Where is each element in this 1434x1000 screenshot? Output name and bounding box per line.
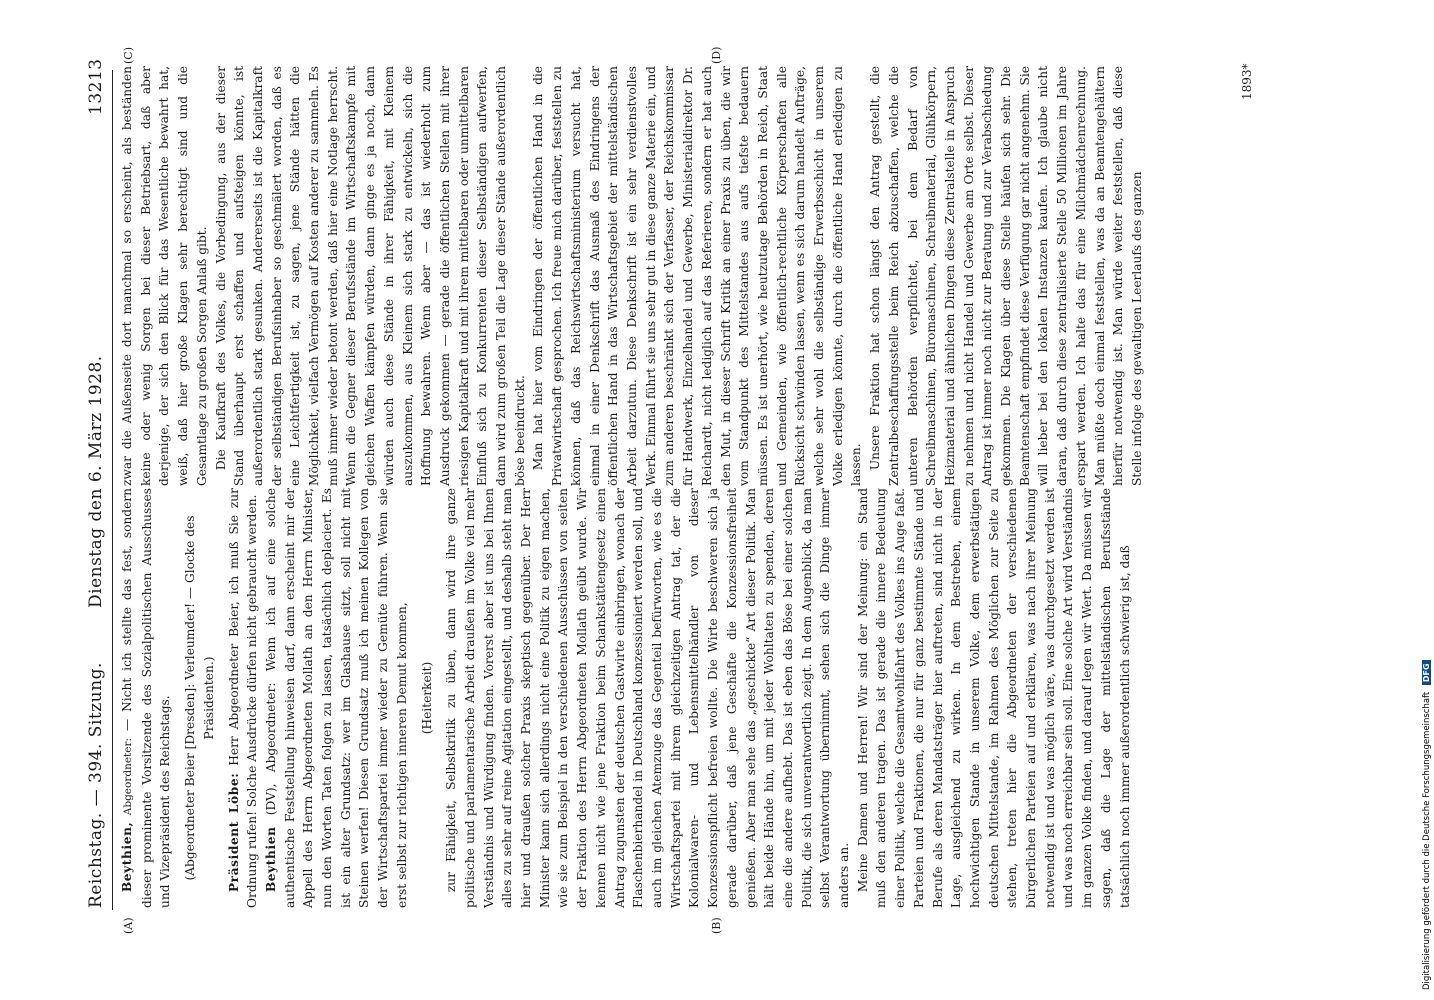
paragraph	[262, 488, 412, 908]
paragraph	[225, 488, 262, 908]
margin-marker-b: (B)	[710, 917, 723, 934]
header-page-number: 13213	[86, 58, 106, 115]
right-column	[118, 66, 1144, 486]
page-footer-code: 1893*	[1240, 63, 1254, 100]
credit-text: Digitalisierung gefördert durch die Deutsche Forschungsgemeinschaft	[1422, 691, 1432, 990]
digitization-credit	[1422, 10, 1434, 1000]
page-header	[86, 0, 112, 1000]
header-session: Reichstag. — 394. Sitzung.	[86, 662, 106, 908]
paragraph-text: Herr Abgeordneter Beier, ich muß Sie zur Ordnung rufen! Solche Ausdrücke dürfen nicht gebraucht werden.	[226, 488, 260, 908]
paragraph	[854, 488, 1135, 908]
paragraph-text: Unsere Fraktion hat schon längst den Antrag gestellt, die Zentralbeschaffungsstelle beim Reich abzuschaffen, welche die unteren Behörden verpflichtet, bei dem Bedarf von Schreibmaschinen, Büromaschinen, Schreibmaterial, Glühkörpern, Heizmaterial und ähnlichen Dingen diese Zentralstelle in Anspruch zu nehmen und nicht Handel und Gewerbe am Orte selbst. Dieser Antrag ist immer noch nicht zur Beratung und zur Verabschiedung gekommen. Die Klagen über diese Stelle häufen sich sehr. Die Beamtenschaft empfindet diese Verfügung gar nicht angenehm. Sie will lieber bei den lokalen Instanzen kaufen. Ich glaube nicht daran, daß durch diese zentralisierte Stelle 50 Millionen im Jahre erspart werden. Ich halte das für eine Milchmädchenrechnung. Man müßte doch einmal feststellen, was da an Beamtengehältern hierfür notwendig ist. Man würde weiter feststellen, daß diese Stelle infolge des gewaltigen Leerlaufs des ganzen	[868, 66, 1144, 486]
paragraph	[118, 66, 212, 486]
paragraph	[866, 66, 1147, 486]
margin-marker-d: (D)	[710, 46, 723, 64]
paragraph-text: (DV), Abgeordneter: Wenn ich auf eine solche authentische Feststellung hinweisen darf, dann erscheint mir der Appell des Herrn Abgeordneten Mollath an den Herrn Minister, nun den Worten Taten folgen zu lassen, tatsächlich deplaciert. Es ist ein alter Grundsatz: wer im Glashause sitzt, soll nicht mit Steinen werfen! Diesen Grundsatz muß ich meinen Kollegen von der Wirtschaftspartei immer wieder zu Gemüte führen. Wenn sie erst selbst zur richtigen inneren Demut kommen,	[263, 488, 409, 908]
paragraph-text: Die Kaufkraft des Volkes, die Vorbedingung, aus der dieser Stand überhaupt erst schaffen und aufsteigen könnte, ist außerordentlich stark gesunken. Andererseits ist die Kapitalkraft der selbständigen Berufsinhaber so geschmälert worden, daß es eine Leichtfertigkeit ist, zu sagen, jene Stände hätten die Möglichkeit, vielfach Vermögen auf Kosten anderer zu sammeln. Es muß immer wieder betont werden, daß hier eine Notlage herrscht. Wenn die Gegner dieser Berufsstände im Wirtschaftskampfe mit gleichen Waffen kämpfen würden, dann ginge es ja noch, dann würden auch diese Stände in ihrer Fähigkeit, mit Kleinem auszukommen, aus Kleinem sich stark zu entwickeln, sich die Hoffnung bewahren. Wenn aber — das ist wiederholt zum Ausdruck gekommen — gerade die öffentlichen Stellen mit ihrer riesigen Kapitalkraft und mit ihrem mittelbaren oder unmittelbaren Einfluß sich zu Konkurrenten dieser Selbständigen aufwerfen, dann wird zum großen Teil die Lage dieser Stände außerordentlich böse beeindruckt.	[213, 66, 527, 486]
header-date: Dienstag den 6. März 1928.	[86, 355, 106, 608]
speaker-note: Abgeordneter:	[122, 737, 134, 822]
margin-marker-a: (A)	[122, 917, 135, 934]
paragraph-text: Meine Damen und Herren! Wir sind der Meinung: ein Stand muß den anderen tragen. Das ist gerade die innere Bedeutung einer Politik, welche die Gesamtwohlfahrt des Volkes ins Auge faßt. Parteien und Fraktionen, die nur für ganz bestimmte Stände und Berufe als deren Mandatsträger hier auftreten, sind nicht in der Lage, ausgleichend zu wirken. In dem Bestreben, einem hochwichtigen Stande in unserem Volke, dem erwerbstätigen deutschen Mittelstande, im Rahmen des Möglichen zur Seite zu stehen, treten hier die Abgeordneten der verschiedenen bürgerlichen Parteien auf und erklären, was nach ihrer Meinung notwendig ist und was möglich wäre, was durchgesetzt werden ist und was noch erreichbar sein soll. Eine solche Art wird Verständnis im ganzen Volke finden, und darauf legen wir Wert. Da müssen wir sagen, daß die Lage der mittelständischen Berufsstände tatsächlich noch immer außerordentlich schwierig ist, daß	[855, 488, 1132, 908]
paragraph	[212, 66, 530, 486]
speaker-name: Präsident Löbe:	[226, 772, 241, 893]
stage-direction: (Abgeordneter Beier [Dresden]: Verleumder! — Glocke des Präsidenten.)	[183, 515, 216, 881]
header-rule	[112, 70, 113, 910]
margin-marker-c: (C)	[122, 47, 135, 64]
speaker-name: Beythien,	[120, 821, 134, 893]
paragraph	[442, 488, 853, 908]
paragraph	[529, 66, 866, 486]
paragraph-text: zwar die Außenseite dort manchmal so erscheint, als beständen keine oder wenig Sorgen bei dieser Betriebsart, daß aber derjenige, der sich den Blick für das Wesentliche bewahrt hat, weiß, daß hier große Klagen sehr berechtigt sind und die Gesamtlage zu großen Sorgen Anlaß gibt.	[120, 66, 209, 486]
left-column	[118, 488, 1132, 908]
stage-direction: (Heiterkeit)	[419, 661, 434, 735]
paragraph-text: Man hat hier vom Eindringen der öffentlichen Hand in die Privatwirtschaft gesprochen. Ich freue mich darüber, feststellen zu können, daß das Reichswirtschaftsministerium versucht hat, einmal in einer Denkschrift das Ausmaß des Eindringens der öffentlichen Hand in das Wirtschaftsgebiet der mittelständischen Arbeit darzutun. Diese Denkschrift ist ein sehr verdienstvolles Werk. Einmal führt sie uns sehr gut in diese ganze Materie ein, und zum anderen beschränkt sich der Verfasser, der Reichskommissar für Handwerk, Einzelhandel und Gewerbe, Ministerialdirektor Dr. Reichardt, nicht lediglich auf das Referieren, sondern er hat auch den Mut, in dieser Schrift Kritik an einer Praxis zu üben, die wir vom Standpunkt des Mittelstandes aus aufs tiefste bedauern müssen. Es ist unerhört, wie heutzutage Behörden in Reich, Staat und Gemeinden, wie öffentlich-rechtliche Körperschaften alle Rücksicht schwinden lassen, wenn es sich darum handelt Aufträge, welche sehr wohl die selbständige Erwerbsschicht in unserem Volke erledigen könnte, durch die öffentliche Hand erledigen zu lassen.	[531, 66, 864, 486]
paragraph-text: zur Fähigkeit, Selbstkritik zu üben, dann wird ihre ganze politische und parlamentarische Arbeit draußen im Volke viel mehr Verständnis und Würdigung finden. Vorerst aber ist uns bei Ihnen alles zu sehr auf reine Agitation eingestellt, und deshalb steht man hier und draußen solcher Praxis skeptisch gegenüber. Der Herr Minister kann sich allerdings nicht eine Politik zu eigen machen, wie sie zum Beispiel in den verschiedenen Ausschüssen von seiten der Fraktion des Herrn Abgeordneten Mollath geübt wurde. Wir kennen nicht wie jene Fraktion beim Schankstättengesetz einen Antrag zugunsten der deutschen Gastwirte einbringen, wonach der Flaschenbierhandel in Deutschland konzessioniert werden soll, und auch im gleichen Atemzuge das Gegenteil befürworten, wie es die Wirtschaftspartei mit ihrem gleichzeitigen Antrag tat, der die Kolonialwaren- und Lebensmittelhändler von dieser Konzessionspflicht befreien wollte. Die Wirte beschweren sich ja gerade darüber, daß jene Geschäfte die Konzessionsfreiheit genießen. Aber man sehe das „geschickte“ Art dieser Politik. Man hält beide Hände hin, um mit jeder Wohltaten zu spenden, deren eine die andere aufhebt. Das ist eben das Böse bei einer solchen Politik, die sich unverantwortlich zeigt. In dem Augenblick, da man selbst Verantwortung übernimmt, sehen sich die Dinge immer anders an.	[444, 488, 852, 908]
speaker-name: Beythien	[263, 826, 278, 893]
paragraph	[118, 488, 175, 908]
paragraph-text: — Nicht ich stellte das fest, sondern dieser prominente Vorsitzende des Sozialpolitischen Ausschusses und Vizepräsident des Reichstags.	[120, 488, 173, 908]
dfg-logo: DFG	[1422, 660, 1431, 685]
